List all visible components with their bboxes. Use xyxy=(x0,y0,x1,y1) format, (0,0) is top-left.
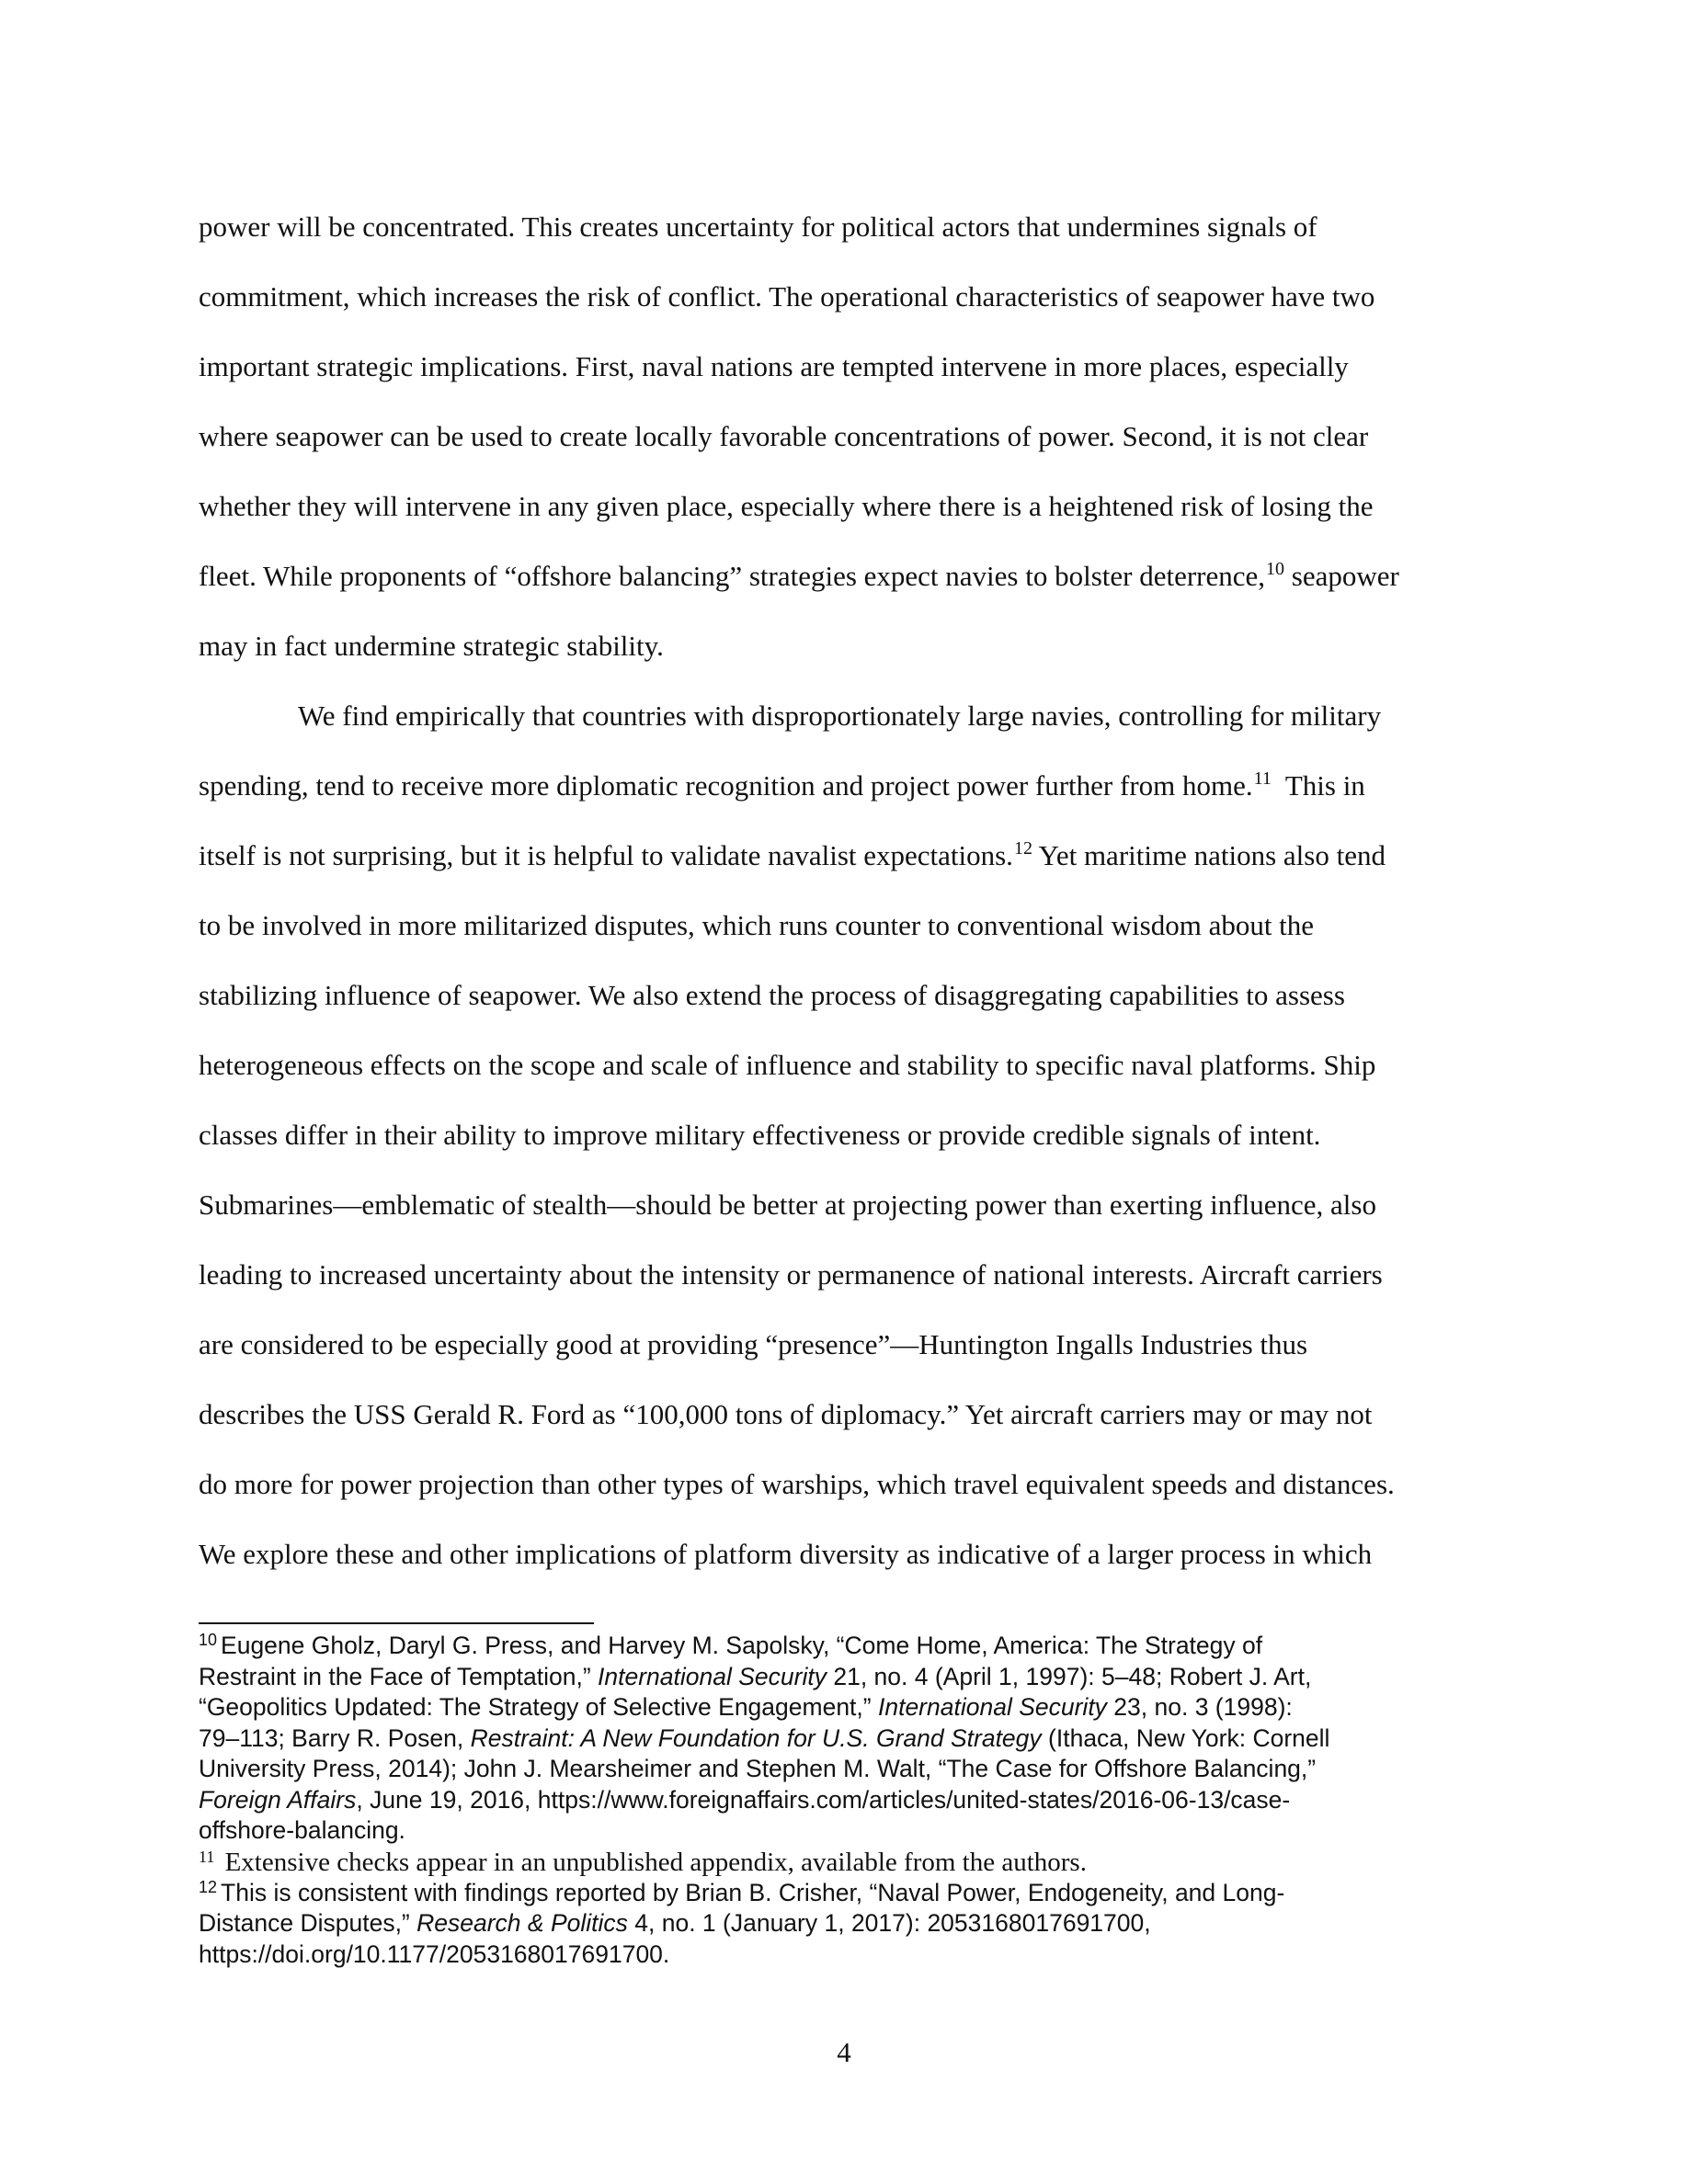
journal-title: International Security xyxy=(877,1693,1107,1721)
text-segment: seapower xyxy=(1284,560,1399,592)
text-segment: 21, no. 4 (April 1, 1997): 5–48; Robert J. Art, xyxy=(826,1662,1312,1690)
text-segment: 23, no. 3 (1998): xyxy=(1106,1693,1293,1721)
footnote-line xyxy=(199,1908,1489,1939)
text-line: whether they will intervene in any given place, especially where there is a heightened risk of losing the xyxy=(199,490,1374,522)
body-text xyxy=(199,192,1489,1589)
footnote-line xyxy=(199,1662,1489,1693)
footnote-10 xyxy=(199,1631,1489,1847)
text-line: power will be concentrated. This creates uncertainty for political actors that undermines signals of xyxy=(199,210,1317,243)
text-line: to be involved in more militarized disputes, which runs counter to conventional wisdom about the xyxy=(199,909,1315,941)
text-line: Submarines—emblematic of stealth—should be better at projecting power than exerting influence, also xyxy=(199,1189,1376,1221)
text-segment: Distance Disputes,” xyxy=(199,1909,417,1937)
text-line: commitment, which increases the risk of conflict. The operational characteristics of seapower have two xyxy=(199,280,1375,313)
journal-title: Research & Politics xyxy=(416,1909,628,1937)
text-segment: 79–113; Barry R. Posen, xyxy=(199,1723,471,1752)
text-line: may in fact undermine strategic stability. xyxy=(199,630,664,662)
text-line xyxy=(199,821,1489,891)
footnote-line xyxy=(199,1847,1489,1878)
text-segment: (Ithaca, New York: Cornell xyxy=(1041,1723,1330,1752)
footnotes xyxy=(199,1631,1489,1970)
footnote-number: 10 xyxy=(199,1631,218,1649)
text-line xyxy=(199,751,1489,821)
footnote-11 xyxy=(199,1847,1489,1878)
footnote-link[interactable]: offshore-balancing. xyxy=(199,1816,405,1844)
journal-title: International Security xyxy=(598,1662,827,1690)
footnote-link[interactable]: , June 19, 2016, https://www.foreignaffairs.com/articles/united-states/2016-06-13/case- xyxy=(356,1785,1291,1814)
text-line: where seapower can be used to create locally favorable concentrations of power. Second, it is not clear xyxy=(199,420,1369,452)
footnote-link[interactable]: https://doi.org/10.1177/2053168017691700. xyxy=(199,1939,670,1968)
footnote-line xyxy=(199,1723,1489,1755)
paragraph xyxy=(199,192,1489,681)
text-line: describes the USS Gerald R. Ford as “100,000 tons of diplomacy.” Yet aircraft carriers may or may not xyxy=(199,1398,1373,1430)
text-segment: “Geopolitics Updated: The Strategy of Selective Engagement,” xyxy=(199,1693,878,1721)
footnote-reference[interactable]: 11 xyxy=(1253,768,1272,789)
journal-title: Foreign Affairs xyxy=(199,1785,357,1814)
footnote-number: 12 xyxy=(199,1877,218,1896)
text-segment: Extensive checks appear in an unpublished appendix, available from the authors. xyxy=(218,1847,1087,1877)
text-line: stabilizing influence of seapower. We also extend the process of disaggregating capabilities to assess xyxy=(199,979,1345,1011)
text-segment: fleet. While proponents of “offshore balancing” strategies expect navies to bolster deterrence, xyxy=(199,560,1266,592)
text-segment: Restraint in the Face of Temptation,” xyxy=(199,1662,599,1690)
footnote-line xyxy=(199,1631,1489,1662)
text-line: do more for power projection than other types of warships, which travel equivalent speeds and distances. xyxy=(199,1468,1395,1500)
text-segment: Eugene Gholz, Daryl G. Press, and Harvey M. Sapolsky, “Come Home, America: The Strategy of xyxy=(221,1632,1263,1659)
footnote-separator xyxy=(199,1622,594,1624)
text-segment: 4, no. 1 (January 1, 2017): 2053168017691700, xyxy=(627,1909,1151,1937)
footnote-line xyxy=(199,1785,1489,1816)
footnote-line xyxy=(199,1878,1489,1909)
text-line: classes differ in their ability to improve military effectiveness or provide credible signals of intent. xyxy=(199,1119,1321,1151)
book-title: Restraint: A New Foundation for U.S. Grand Strategy xyxy=(470,1723,1042,1752)
text-segment: itself is not surprising, but it is helpful to validate navalist expectations. xyxy=(199,839,1013,871)
text-line: important strategic implications. First, naval nations are tempted intervene in more places, especially xyxy=(199,350,1349,382)
text-segment: Yet maritime nations also tend xyxy=(1032,839,1386,871)
text-line: We find empirically that countries with disproportionately large navies, controlling for military xyxy=(298,700,1382,732)
text-segment: This in xyxy=(1271,769,1365,802)
text-line: We explore these and other implications of platform diversity as indicative of a larger process in which xyxy=(199,1538,1373,1570)
text-segment: This is consistent with findings reported by Brian B. Crisher, “Naval Power, Endogeneity, and Long- xyxy=(221,1878,1285,1906)
footnote-line xyxy=(199,1692,1489,1723)
paragraph xyxy=(199,681,1489,1589)
footnote-12 xyxy=(199,1878,1489,1971)
text-line xyxy=(199,541,1489,611)
footnote-line: University Press, 2014); John J. Mearsheimer and Stephen M. Walt, “The Case for Offshore Balancing,” xyxy=(199,1755,1317,1782)
footnote-number: 11 xyxy=(199,1847,215,1866)
footnote-reference[interactable]: 10 xyxy=(1266,559,1285,579)
text-segment: spending, tend to receive more diplomatic recognition and project power further from home. xyxy=(199,769,1253,802)
text-line: heterogeneous effects on the scope and scale of influence and stability to specific naval platforms. Ship xyxy=(199,1049,1376,1081)
text-line: are considered to be especially good at providing “presence”—Huntington Ingalls Industries thus xyxy=(199,1328,1308,1360)
text-line: leading to increased uncertainty about the intensity or permanence of national interests. Aircraft carriers xyxy=(199,1258,1383,1291)
page-number: 4 xyxy=(837,2036,851,2068)
footnote-reference[interactable]: 12 xyxy=(1013,838,1032,859)
